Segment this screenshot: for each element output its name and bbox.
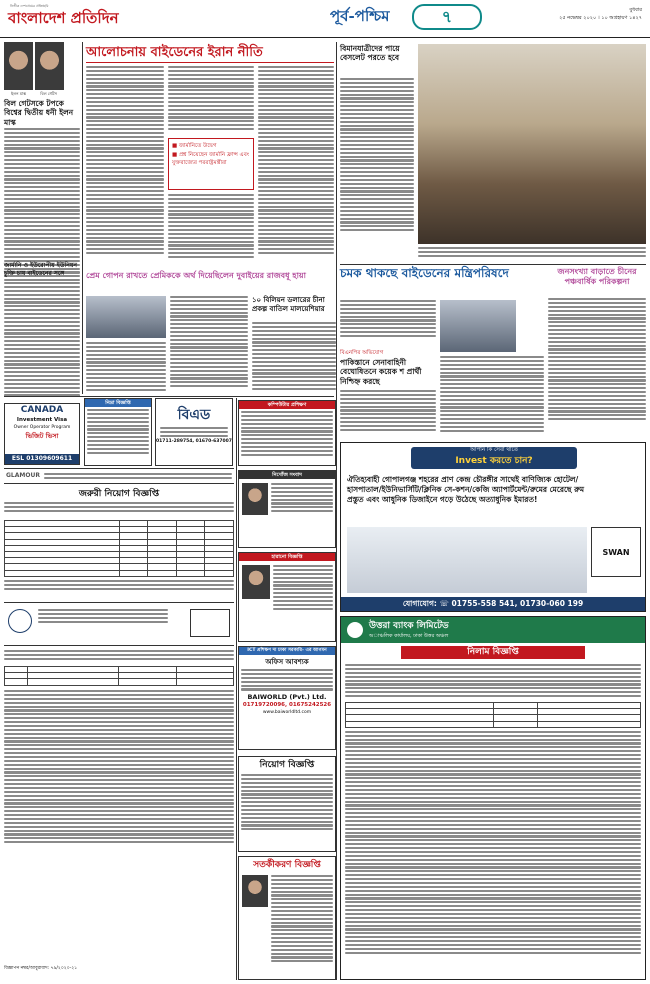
hiring-title: নিয়োগ বিজ্ঞপ্তি xyxy=(259,760,315,770)
caption-1: ইলন মাস্ক xyxy=(11,91,27,96)
pakistan-kicker: বিএনপির অভিযোগ xyxy=(340,350,384,356)
auction-title: নিলাম বিজ্ঞপ্তি xyxy=(401,646,585,659)
college-stamp xyxy=(190,609,230,637)
bank-name: উত্তরা ব্যাংক লিমিটেড xyxy=(369,620,449,631)
college-notice xyxy=(4,602,234,646)
computer-title: কম্পিউটার প্রশিক্ষণ xyxy=(239,401,335,409)
invest-banner xyxy=(411,447,577,469)
canada-sub: Investment Visa xyxy=(16,417,68,424)
missing-person-photo xyxy=(242,483,268,515)
tender-intro xyxy=(4,650,234,662)
recruit-left-footer xyxy=(4,580,234,598)
love-col0 xyxy=(86,342,166,396)
missing-box xyxy=(238,552,336,642)
photo-elon-musk xyxy=(4,42,33,90)
bank-auction xyxy=(340,616,646,980)
cabinet-text-1 xyxy=(340,300,436,344)
canada-ad xyxy=(4,403,80,465)
masthead xyxy=(0,0,650,38)
auction-table xyxy=(345,702,641,728)
bank-sub: অাঞ্চলিক কার্যালয়, ঢাকা উত্তর অঞ্চল xyxy=(369,632,449,639)
invest-phone: যোগাযোগ: ☏ 01755-558 541, 01730-060 199 xyxy=(341,597,645,611)
bailworld-phone: 01719720096, 01675242526 xyxy=(242,702,332,709)
osd-title: অফিস আবশ্যক xyxy=(265,657,309,666)
missing-photo xyxy=(242,565,270,599)
lead-pullquote xyxy=(168,138,254,190)
col-rule-1 xyxy=(82,42,83,394)
invest-question: আপনি কি সেবা থাতে xyxy=(470,447,518,453)
visit-visa: ভিজিট ভিসা xyxy=(25,431,59,440)
lead-rule xyxy=(86,62,334,63)
nidra-title: নিদ্রা বিজ্ঞপ্তি xyxy=(85,399,151,407)
bailworld-web: www.baiworldltd.com xyxy=(262,710,312,716)
tender-table xyxy=(4,666,234,686)
swan-logo: SWAN xyxy=(591,527,641,577)
malaysia-headline: ১০ বিলিয়ন ডলারের চীনা প্রকল্প বাতিল মালয়েশিয়ার xyxy=(252,295,325,313)
pullquote-item-2: ■ প্রশ্ন নিয়েছেন জার্মানি ফ্রান্স এবং যুক্তরাজ্যের পররাষ্ট্রমন্ত্রীরা xyxy=(172,151,250,167)
bed-phone: 01711-289754, 01670-637007 xyxy=(156,439,232,445)
college-seal-icon xyxy=(8,609,32,633)
computer-ad xyxy=(238,400,336,466)
lead-headline: আলোচনায় বাইডেনের ইরান নীতি xyxy=(86,45,263,60)
left-footer-sig: বিজ্ঞাপন নম্বর/আবুরাবাদ: ৭৯/২০২০-২১ xyxy=(4,966,78,971)
crowd-caption xyxy=(418,247,646,263)
cabinet-text-2 xyxy=(440,356,544,438)
row-rule-1 xyxy=(4,396,334,397)
china-headline: জনসংখ্যা বাড়াতে চীনের পঞ্চবার্ষিক পরিকল্পনা xyxy=(557,266,637,286)
col-rule-2 xyxy=(336,42,337,980)
newspaper-logo: বাংলাদেশ প্রতিদিন xyxy=(8,9,119,27)
canada-title: CANADA xyxy=(20,405,64,415)
bank-header xyxy=(341,617,645,643)
canada-phone: ESL 01309609611 xyxy=(5,454,79,464)
tender-table-wrap xyxy=(4,666,234,686)
bank-logo-icon xyxy=(347,622,363,638)
left-story2-text xyxy=(4,282,80,398)
logo-tagline: নির্ভীক দেশপ্রেমের প্রতিচ্ছবি xyxy=(10,4,49,8)
left-headline: বিল গেটসকে টপকে বিশ্বের দ্বিতীয় ধনী ইলন মাস্ক xyxy=(4,99,74,127)
notice-box xyxy=(238,470,336,548)
warning-title: সতর্কীকরণ বিজ্ঞপ্তি xyxy=(253,860,321,870)
cabinet-photo xyxy=(440,300,516,352)
invest-ad xyxy=(340,442,646,612)
issue-date xyxy=(559,7,642,22)
warning-photo xyxy=(242,875,268,907)
auction-table-wrap xyxy=(341,702,645,728)
lead-col2-bottom xyxy=(168,194,254,266)
virus-text xyxy=(340,78,414,244)
recruit-left-title: জরুরী নিয়োগ বিজ্ঞপ্তি xyxy=(78,489,160,499)
bailworld-title: BAIWORLD (Pvt.) Ltd. xyxy=(247,692,327,701)
cabinet-headline: চমক থাকছে বাইডেনের মন্ত্রিপরিষদে xyxy=(340,266,509,280)
pakistan-headline: পাকিস্তানে সেনাবাহিনী বেঘোষিতনে কয়েক শ প্রার্থী নিশ্চিহ্ন করছে xyxy=(340,358,422,386)
invest-title: Invest করতে চান? xyxy=(455,455,533,466)
ict-title: ICT প্রশিক্ষণ দ্য ঢাকা সরকারি- এর আগমন xyxy=(239,647,335,655)
crowd-photo xyxy=(418,44,646,244)
weekday: বুধবার xyxy=(629,7,642,13)
lead-col3 xyxy=(258,66,334,266)
lead-col2-top xyxy=(168,66,254,136)
warning-ad xyxy=(238,856,336,980)
pakistan-text xyxy=(340,390,436,438)
canada-sub2: Owner Operator Program xyxy=(13,425,71,431)
malaysia-text xyxy=(252,322,336,396)
pullquote-item-1: ■ জার্মানিতে উদ্বেগ xyxy=(172,143,217,149)
love-photo xyxy=(86,296,166,338)
caption-2: বিল গেটস xyxy=(40,91,57,96)
photo-captions xyxy=(4,91,64,97)
lead-col1 xyxy=(86,66,164,266)
row-rule-2 xyxy=(340,264,646,265)
ict-ad xyxy=(238,646,336,750)
recruit-left-table-wrap xyxy=(4,520,234,577)
invest-body: ঐতিহ্যবাহী গোপালগঞ্জ শহরের প্রাণ কেন্দ্র চৌরঙ্গীর সাথেই বাণিজ্যিক হোটেল/হাসপাতাল/ইউনিভার্সিটি/ক্লিনিক সে-কশন/কেজি অ্যাপার্টমেন্ট/রুমের মেরেছে রুম প্রস্তুত এবং আধুনিক ডিজাইনে গড়ে উঠেছে অত্যাধুনিক ইমারত! xyxy=(347,475,585,505)
page-number: ৭ xyxy=(412,4,482,30)
missing-title: হারানো বিজ্ঞপ্তি xyxy=(239,553,335,561)
recruit-left-table xyxy=(4,520,234,577)
building-render xyxy=(347,527,587,593)
nidra-ad xyxy=(84,398,152,466)
glamour-logo: GLAMOUR xyxy=(6,471,40,479)
col-rule-3 xyxy=(236,398,237,980)
photo-bill-gates xyxy=(35,42,64,90)
love-col1 xyxy=(170,296,248,396)
love-headline: প্রেম গোপন রাখতে প্রেমিককে অর্থ দিয়েছিলেন দুবাইয়ের রাজবধূ হায়া xyxy=(86,270,306,280)
bed-title: বিএড xyxy=(177,407,211,423)
section-title: পূর্ব-পশ্চিম xyxy=(330,7,390,25)
china-text xyxy=(548,298,646,438)
notice-title: নিখোঁজ সংবাদ xyxy=(239,471,335,479)
tender-terms xyxy=(4,690,234,890)
glamour-strip xyxy=(4,468,234,484)
date-line: ২৫ নভেম্বর ২০২০ । ১০ অগ্রহায়ণ ১৪২৭ xyxy=(559,14,642,21)
hiring-ad xyxy=(238,756,336,852)
bed-ad xyxy=(155,398,233,466)
virus-headline: বিমানযাত্রীদের পায়ে বেসলেট পরতে হবে xyxy=(340,44,400,62)
recruit-left-intro xyxy=(4,502,234,518)
left-story2-headline: জার্মানি ও ইউরোপীয় ইউনিয়ন চুক্তি চায় বাইডেনের সঙ্গে xyxy=(4,262,77,277)
